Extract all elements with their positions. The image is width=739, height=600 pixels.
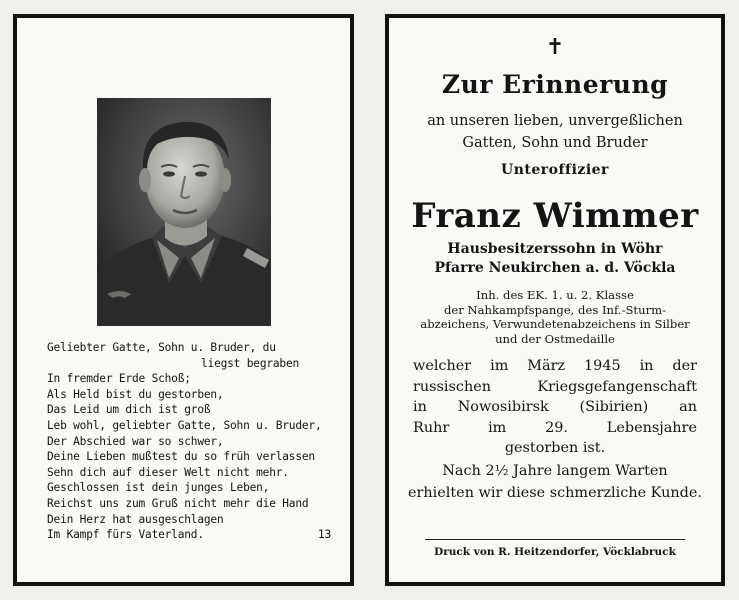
death-line (389, 438, 721, 459)
death-line (389, 377, 721, 398)
word: Ruhr (413, 419, 450, 436)
dedication-text (389, 110, 721, 154)
poem-last-row (47, 527, 331, 543)
word: im (490, 358, 509, 374)
death-text (389, 356, 721, 459)
poem-line: liegst begraben (201, 356, 300, 370)
divider-rule (425, 539, 685, 540)
waiting-text (389, 460, 721, 504)
poem-line: Geliebter Gatte, Sohn u. Bruder, du (47, 341, 276, 354)
poem-line: Leb wohl, geliebter Gatte, Sohn u. Bruder, (47, 418, 322, 432)
death-line (389, 397, 721, 418)
death-line (389, 418, 721, 439)
rank-title: Unteroffizier (501, 162, 609, 178)
word: in (639, 358, 654, 374)
poem-line: Reichst uns zum Gruß nicht mehr die Hand (47, 496, 309, 510)
origin-line: Pfarre Neukirchen a. d. Vöckla (434, 260, 676, 276)
poem-line: Das Leid um dich ist groß (47, 403, 211, 417)
heading-title: Zur Erinnerung (441, 70, 669, 99)
poem-line: Im Kampf fürs Vaterland. (47, 528, 204, 542)
poem-line: Als Held bist du gestorben, (47, 387, 224, 401)
awards-text (389, 288, 721, 346)
awards-line: der Nahkampfspange, des Inf.-Sturm- (443, 302, 667, 317)
soldier-portrait-image (97, 98, 271, 326)
word: 29. (545, 419, 568, 436)
waiting-line: Nach 2½ Jahre langem Warten (442, 463, 668, 479)
cross-icon: ✝ (545, 35, 565, 60)
poem-line: Deine Lieben mußtest du so früh verlassen (47, 450, 315, 464)
awards-line: und der Ostmedaille (495, 331, 615, 346)
word: März (527, 358, 566, 374)
word: Kriegsgefangenschaft (537, 378, 697, 395)
poem-line: Geschlossen ist dein junges Leben, (47, 481, 270, 495)
awards-line: Inh. des EK. 1. u. 2. Klasse (476, 288, 634, 302)
word: Nowosibirsk (457, 399, 549, 415)
poem-line: Der Abschied war so schwer, (47, 434, 224, 448)
word: gestorben ist. (504, 440, 606, 456)
word: russischen (413, 378, 492, 395)
page-number: 13 (317, 528, 331, 542)
soldier-portrait-photo (97, 98, 271, 326)
origin-text (389, 240, 721, 278)
dedication-line: an unseren lieben, unvergeßlichen (427, 113, 683, 129)
waiting-line: erhielten wir diese schmerzliche Kunde. (408, 485, 702, 501)
word: welcher (413, 358, 472, 374)
printer-credit: Druck von R. Heitzendorfer, Vöcklabruck (434, 546, 676, 558)
word: (Sibirien) (579, 399, 649, 415)
awards-line: abzeichens, Verwundetenabzeichens in Silber (420, 317, 690, 332)
memorial-card-left (13, 14, 354, 586)
poem-line: Dein Herz hat ausgeschlagen (47, 512, 224, 526)
word: Lebensjahre (606, 419, 697, 436)
word: 1945 (584, 358, 621, 374)
word: in (413, 399, 427, 415)
memorial-poem (47, 340, 331, 543)
deceased-name: Franz Wimmer (411, 196, 699, 236)
death-line (389, 356, 721, 377)
memorial-card-right (385, 14, 725, 586)
word: der (672, 358, 697, 374)
dedication-line: Gatten, Sohn und Bruder (462, 135, 648, 151)
poem-line: Sehn dich auf dieser Welt nicht mehr. (47, 465, 289, 479)
word: im (488, 419, 507, 436)
origin-line: Hausbesitzerssohn in Wöhr (447, 241, 663, 257)
word: an (679, 399, 697, 415)
poem-line: In fremder Erde Schoß; (47, 372, 191, 386)
